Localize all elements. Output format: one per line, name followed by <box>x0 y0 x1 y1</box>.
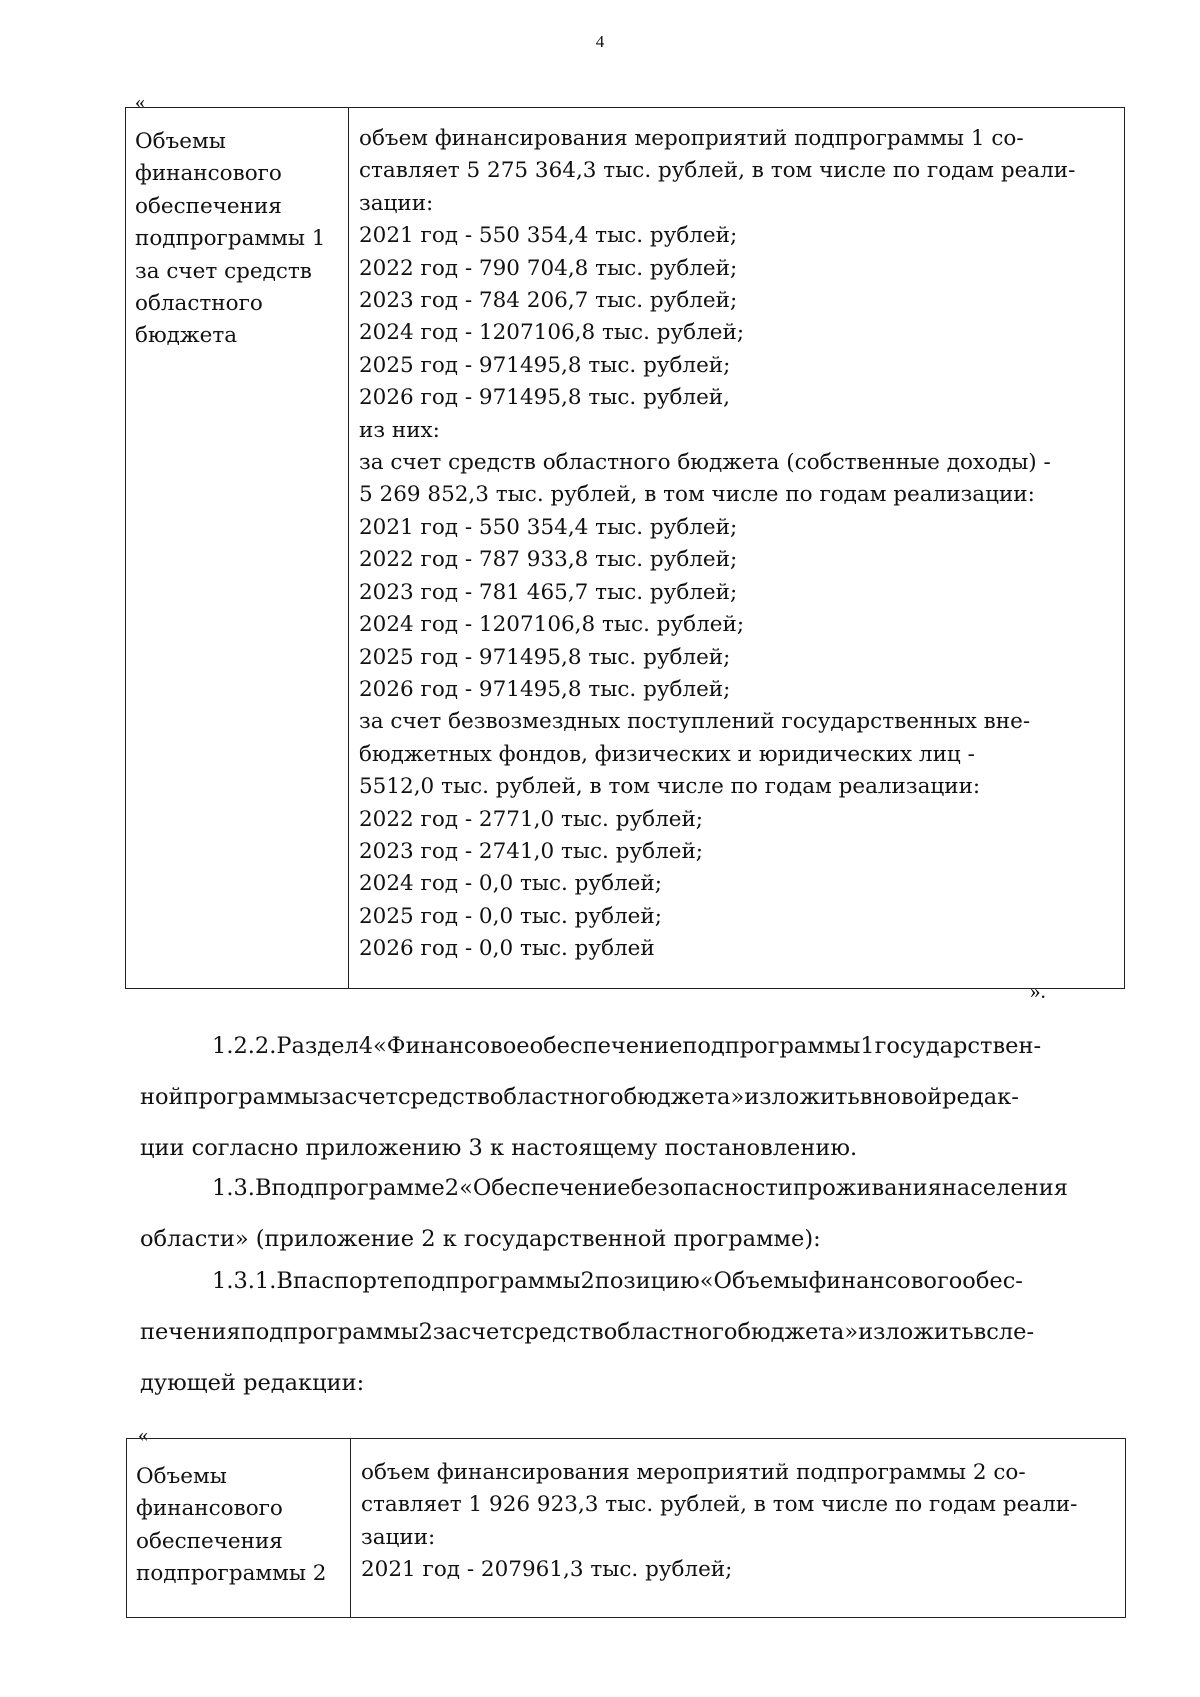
value-line: за счет средств областного бюджета (собственные доходы) - <box>359 450 1051 476</box>
label-line: финансового <box>136 1496 283 1522</box>
table-label-cell <box>126 108 349 989</box>
paragraph-line: нойпрограммызасчетсредствобластногобюджета»изложитьвновойредак- <box>140 1084 1019 1110</box>
paragraph-line: печенияподпрограммы2засчетсредствобластногобюджета»изложитьвсле- <box>140 1319 1035 1345</box>
label-line: Объемы <box>135 129 226 154</box>
value-line: из них: <box>359 417 440 443</box>
value-line: 2026 год - 0,0 тыс. рублей <box>359 936 655 962</box>
value-line: бюджетных фондов, физических и юридических лиц - <box>359 741 975 767</box>
value-line: 2023 год - 781 465,7 тыс. рублей; <box>359 579 738 605</box>
opening-quote-mark: « <box>138 1424 148 1446</box>
page-number: 4 <box>595 32 605 51</box>
value-line: 2026 год - 971495,8 тыс. рублей, <box>359 385 730 411</box>
paragraph-line: 1.3.Вподпрограмме2«Обеспечениебезопасностипроживаниянаселения <box>212 1175 1068 1201</box>
value-line: 2026 год - 971495,8 тыс. рублей; <box>359 676 731 702</box>
table-label-cell <box>127 1439 351 1618</box>
label-line: подпрограммы 1 <box>135 226 326 252</box>
value-line: ставляет 5 275 364,3 тыс. рублей, в том числе по годам реали- <box>359 158 1076 184</box>
label-line: финансового <box>135 161 282 187</box>
value-line: ставляет 1 926 923,3 тыс. рублей, в том числе по годам реали- <box>361 1492 1078 1518</box>
value-line: 5512,0 тыс. рублей, в том числе по годам реализации: <box>359 774 981 800</box>
value-line: 2025 год - 0,0 тыс. рублей; <box>359 903 662 929</box>
value-line: 2022 год - 2771,0 тыс. рублей; <box>359 806 704 832</box>
label-line: за счет средств <box>135 258 312 284</box>
financing-table-subprogram-2 <box>126 1438 1126 1618</box>
paragraph-line: 1.2.2.Раздел4«Финансовоеобеспечениеподпрограммы1государствен- <box>212 1033 1042 1059</box>
value-line: объем финансирования мероприятий подпрограммы 1 со- <box>359 126 1024 151</box>
paragraph-line: дующей редакции: <box>140 1370 365 1396</box>
value-line: за счет безвозмездных поступлений государственных вне- <box>359 709 1031 735</box>
paragraph-line: 1.3.1.Впаспортеподпрограммы2позицию«Объемыфинансовогообес- <box>212 1268 1023 1294</box>
value-line: 2023 год - 2741,0 тыс. рублей; <box>359 838 704 864</box>
value-line: 2024 год - 1207106,8 тыс. рублей; <box>359 612 745 638</box>
paragraph-1-3-1 <box>140 1256 1125 1409</box>
value-line: 2024 год - 1207106,8 тыс. рублей; <box>359 320 745 346</box>
label-line: бюджета <box>135 323 238 349</box>
value-line: 2025 год - 971495,8 тыс. рублей; <box>359 352 731 378</box>
value-line: 2024 год - 0,0 тыс. рублей; <box>359 871 662 897</box>
value-line: 2021 год - 207961,3 тыс. рублей; <box>361 1557 733 1583</box>
paragraph-1-3 <box>140 1163 1125 1265</box>
paragraph-line: области» (приложение 2 к государственной программе): <box>140 1226 821 1252</box>
label-line: Объемы <box>136 1464 227 1489</box>
table-value-cell <box>351 1439 1126 1618</box>
closing-quote-mark: ». <box>1030 979 1046 1003</box>
label-line: обеспечения <box>135 193 282 219</box>
financing-table-subprogram-1 <box>125 107 1125 989</box>
value-line: 2025 год - 971495,8 тыс. рублей; <box>359 644 731 670</box>
value-line: 2022 год - 787 933,8 тыс. рублей; <box>359 547 738 573</box>
value-line: зации: <box>359 190 434 216</box>
label-line: подпрограммы 2 <box>136 1561 327 1587</box>
value-line: 2021 год - 550 354,4 тыс. рублей; <box>359 514 738 540</box>
value-line: зации: <box>361 1524 436 1550</box>
label-line: обеспечения <box>136 1528 283 1554</box>
value-line: объем финансирования мероприятий подпрограммы 2 со- <box>361 1460 1026 1485</box>
paragraph-1-2-2 <box>140 1021 1125 1174</box>
value-line: 2022 год - 790 704,8 тыс. рублей; <box>359 255 738 281</box>
table-value-cell <box>349 108 1125 989</box>
label-line: областного <box>135 291 263 317</box>
value-line: 5 269 852,3 тыс. рублей, в том числе по годам реализации: <box>359 482 1035 508</box>
paragraph-line: ции согласно приложению 3 к настоящему постановлению. <box>140 1135 858 1161</box>
value-line: 2021 год - 550 354,4 тыс. рублей; <box>359 223 738 249</box>
opening-quote-mark: « <box>135 91 145 113</box>
value-line: 2023 год - 784 206,7 тыс. рублей; <box>359 288 738 314</box>
